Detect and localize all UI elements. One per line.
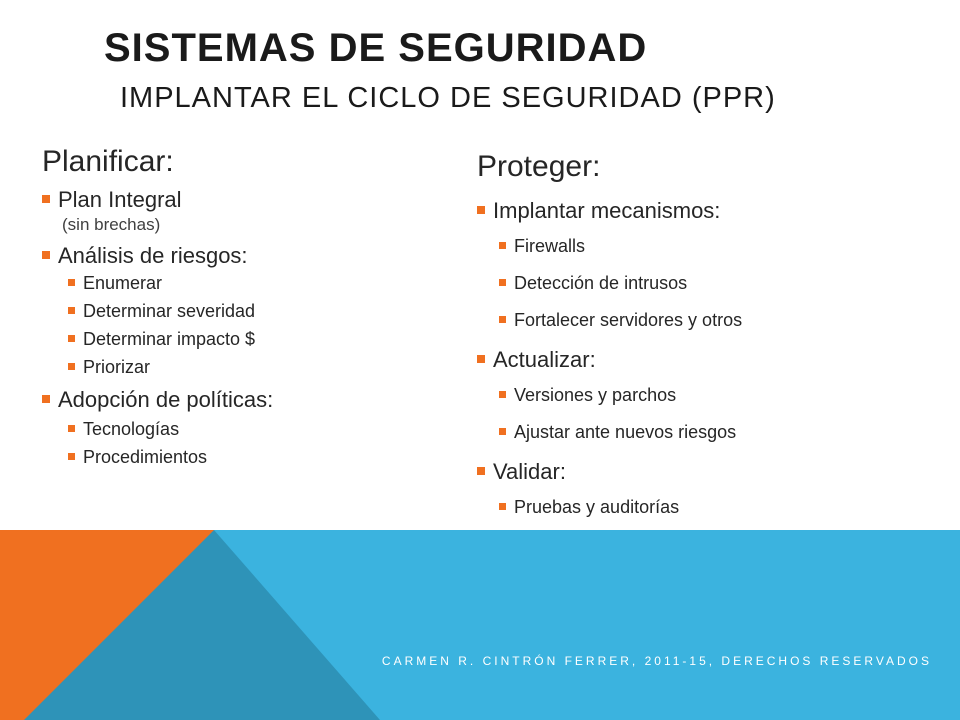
square-bullet-icon [499, 391, 506, 398]
list-item-label: Enumerar [83, 273, 163, 293]
list-item [499, 422, 917, 459]
square-bullet-icon [42, 195, 50, 203]
slide-title: SISTEMAS DE SEGURIDAD [104, 26, 648, 70]
list-item-label: Fortalecer servidores y otros [514, 310, 743, 330]
analisis-sublist [68, 273, 442, 387]
right-column [477, 150, 917, 534]
list-item-label: Pruebas y auditorías [514, 497, 680, 517]
implantar-sublist [499, 236, 917, 347]
square-bullet-icon [68, 307, 75, 314]
analisis-item [42, 243, 442, 273]
validar-sublist [499, 497, 917, 534]
list-item [499, 385, 917, 422]
list-item [68, 301, 442, 329]
planificar-heading: Planificar: [42, 145, 174, 178]
implantar-item [477, 198, 917, 236]
square-bullet-icon [499, 279, 506, 286]
list-item-label: Priorizar [83, 357, 151, 377]
list-item [68, 419, 442, 447]
actualizar-label: Actualizar: [493, 347, 596, 372]
list-item-label: Determinar impacto $ [83, 329, 256, 349]
validar-item [477, 459, 917, 497]
list-item-label: Procedimientos [83, 447, 208, 467]
list-item-label: Ajustar ante nuevos riesgos [514, 422, 737, 442]
square-bullet-icon [499, 242, 506, 249]
slide-subtitle: IMPLANTAR EL CICLO DE SEGURIDAD (PPR) [120, 82, 776, 114]
list-item-label: Determinar severidad [83, 301, 256, 321]
list-item [68, 273, 442, 301]
list-item [499, 310, 917, 347]
square-bullet-icon [68, 425, 75, 432]
implantar-label: Implantar mecanismos: [493, 198, 721, 223]
list-item-label: Detección de intrusos [514, 273, 688, 293]
square-bullet-icon [68, 279, 75, 286]
list-item-label: Versiones y parchos [514, 385, 677, 405]
list-item [499, 236, 917, 273]
list-item [68, 447, 442, 475]
list-item-label: Firewalls [514, 236, 586, 256]
adopcion-item [42, 387, 442, 419]
list-item [499, 273, 917, 310]
adopcion-sublist [68, 419, 442, 475]
square-bullet-icon [499, 428, 506, 435]
actualizar-item [477, 347, 917, 385]
proteger-heading: Proteger: [477, 150, 601, 183]
adopcion-label: Adopción de políticas: [58, 387, 274, 412]
list-item [68, 329, 442, 357]
list-item-label: Tecnologías [83, 419, 180, 439]
plan-integral-item [42, 187, 442, 215]
square-bullet-icon [499, 503, 506, 510]
plan-integral-label: Plan Integral [58, 187, 182, 212]
footer-copyright: CARMEN R. CINTRÓN FERRER, 2011-15, DERECHOS RESERVADOS [381, 654, 932, 668]
square-bullet-icon [68, 335, 75, 342]
square-bullet-icon [42, 395, 50, 403]
left-column [42, 145, 442, 475]
square-bullet-icon [68, 453, 75, 460]
square-bullet-icon [477, 467, 485, 475]
list-item [68, 357, 442, 387]
list-item [499, 497, 917, 534]
decorative-banner [0, 530, 960, 720]
actualizar-sublist [499, 385, 917, 459]
square-bullet-icon [42, 251, 50, 259]
square-bullet-icon [68, 363, 75, 370]
plan-integral-note: (sin brechas) [62, 215, 161, 234]
square-bullet-icon [477, 206, 485, 214]
square-bullet-icon [477, 355, 485, 363]
validar-label: Validar: [493, 459, 566, 484]
analisis-label: Análisis de riesgos: [58, 243, 248, 268]
square-bullet-icon [499, 316, 506, 323]
